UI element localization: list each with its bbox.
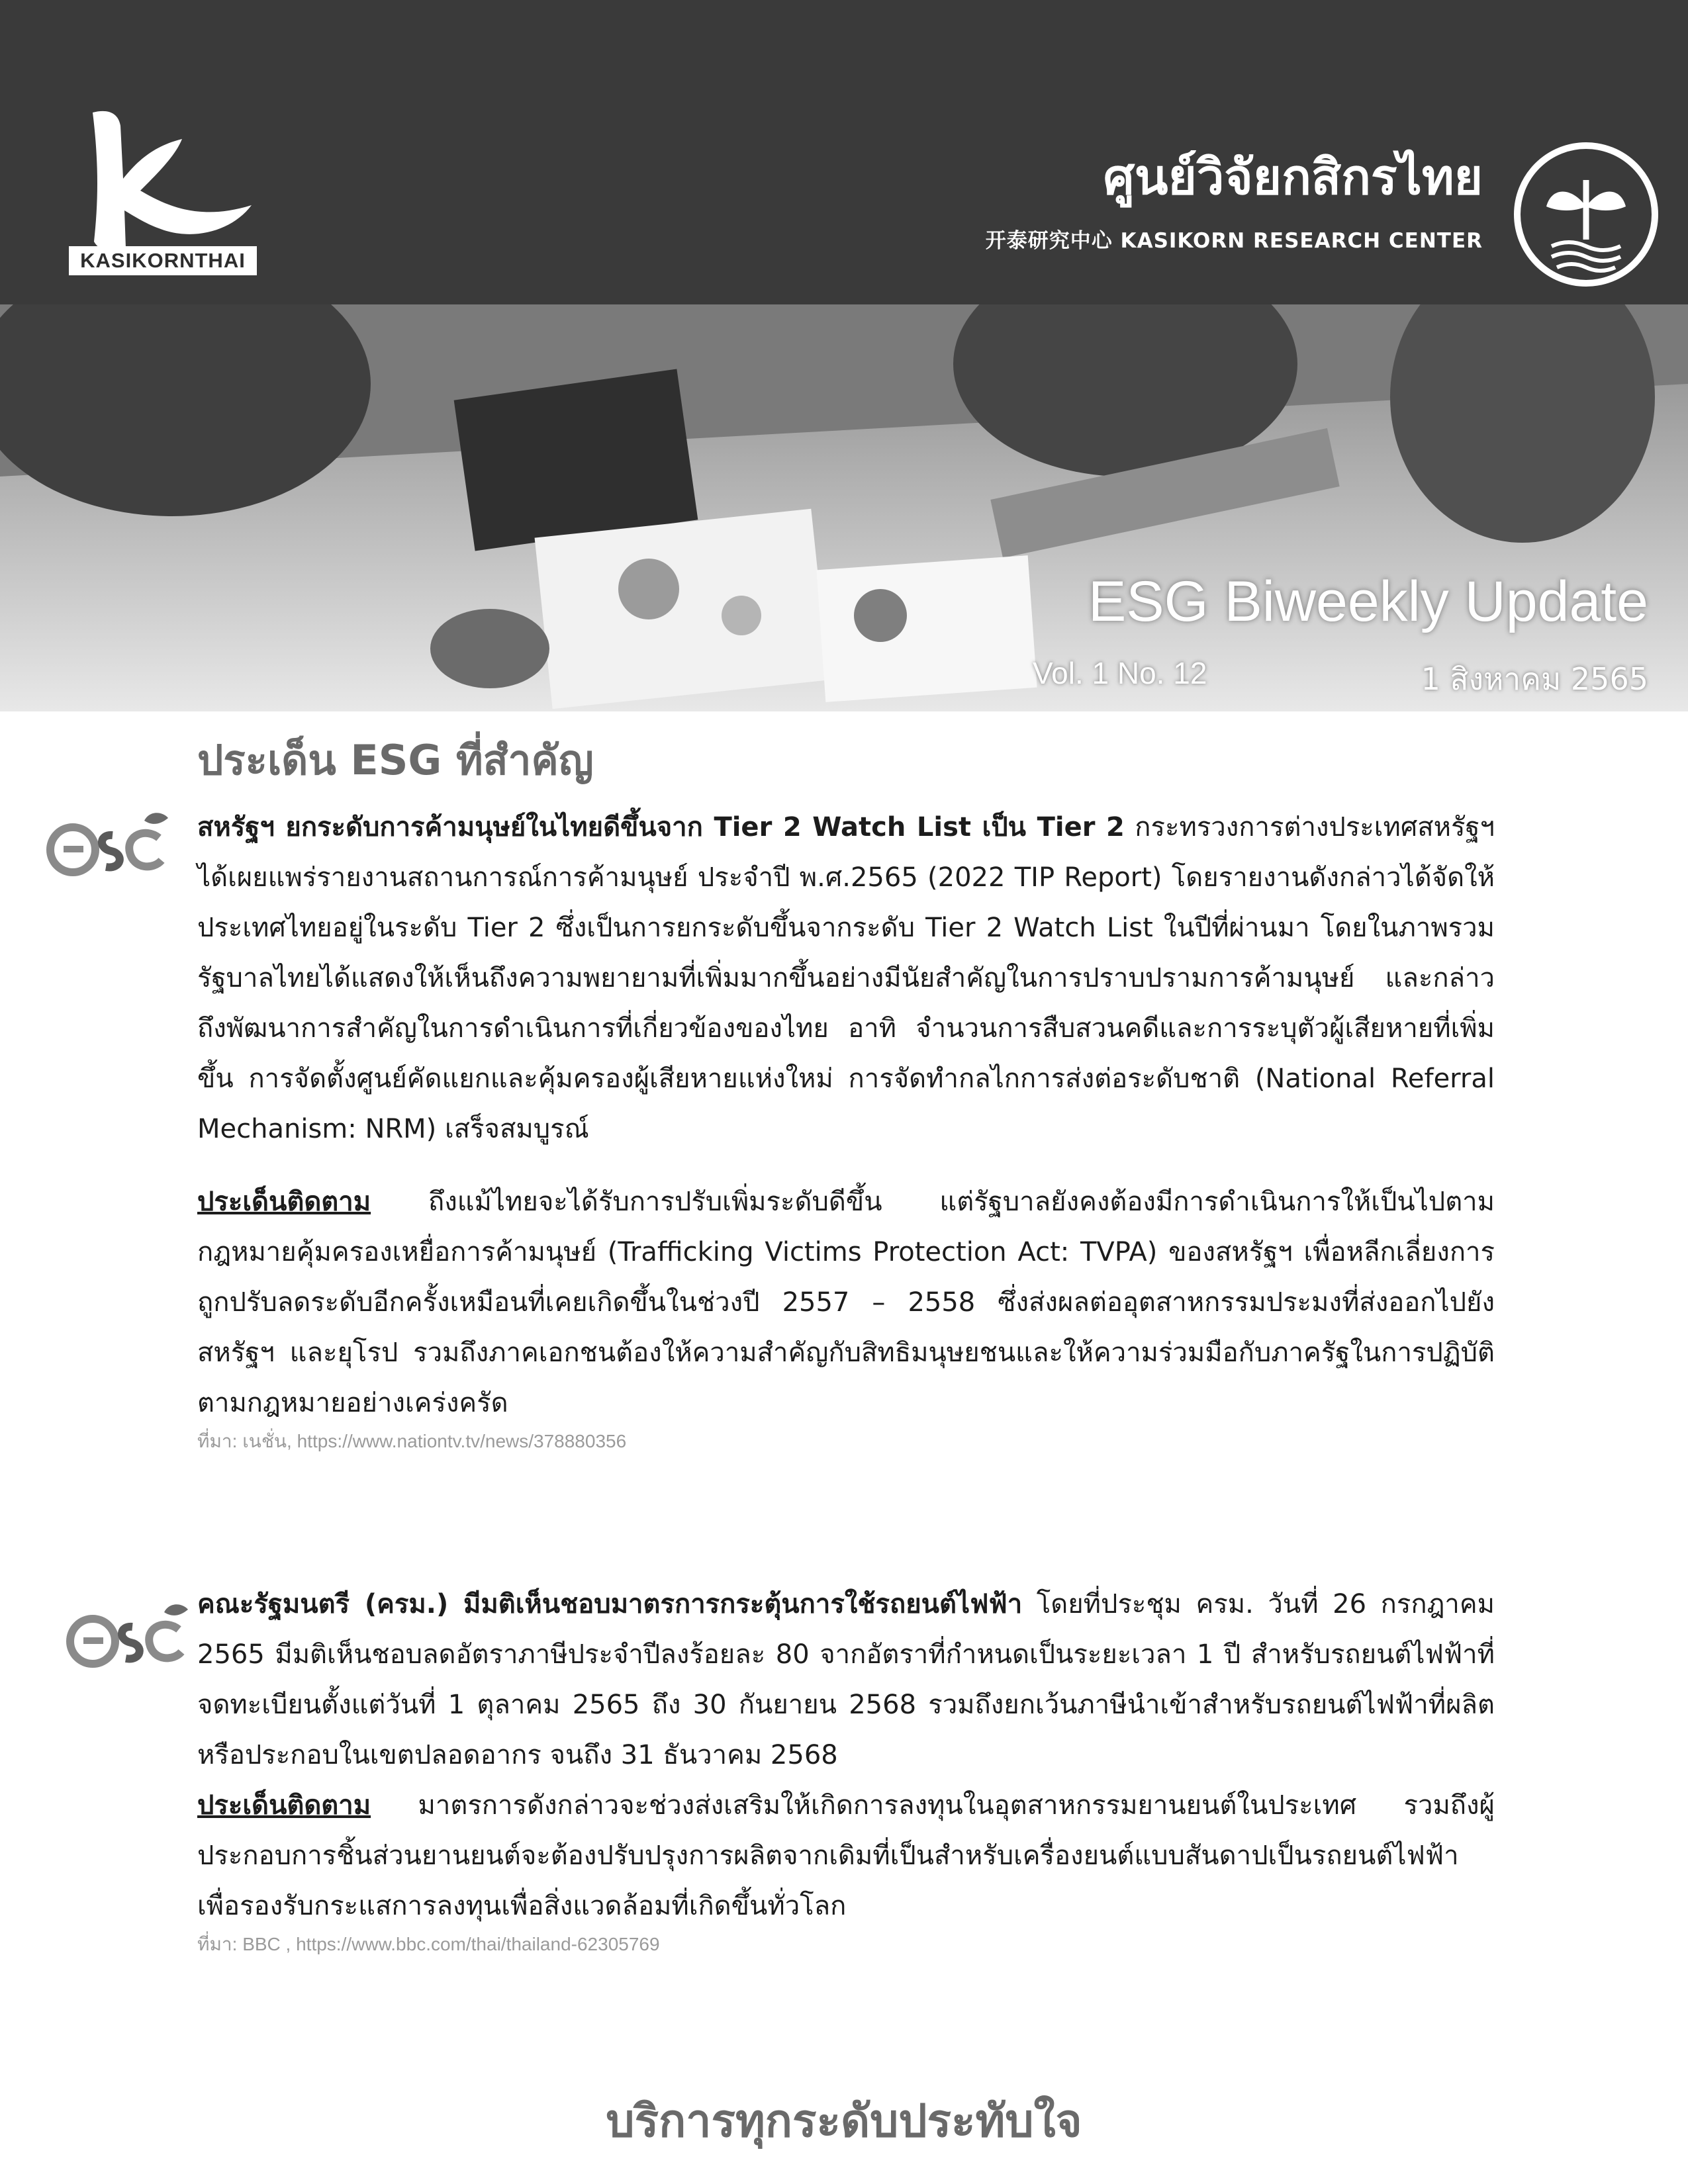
- kbank-emblem-icon: [1512, 140, 1660, 289]
- article-body: โดยที่ประชุม ครม. วันที่ 26 กรกฎาคม 2565 มีมติเห็นชอบลดอัตราภาษีประจำปีลงร้อยละ 80 จากอัตราที่กำหนดเป็นระยะเวลา 1 ปี สำหรับรถยนต์ไฟฟ้าที่จดทะเบียนตั้งแต่วันที่ 1 ตุลาคม 2565 ถึง 30 กันยายน 2568 รวมถึงยกเว้นภาษีนำเข้าสำหรับรถยนต์ไฟฟ้าที่ผลิตหรือประกอบในเขตปลอดอากร จนถึง 31 ธันวาคม 2568: [197, 1589, 1495, 1770]
- article-paragraph: [197, 802, 1495, 1154]
- article-body: กระทรวงการต่างประเทศสหรัฐฯ ได้เผยแพร่รายงานสถานการณ์การค้ามนุษย์ ประจำปี พ.ศ.2565 (2022 TIP Report) โดยรายงานดังกล่าวได้จัดให้ประเทศไทยอยู่ในระดับ Tier 2 ซึ่งเป็นการยกระดับขึ้นจากระดับ Tier 2 Watch List ในปีที่ผ่านมา โดยในภาพรวมรัฐบาลไทยได้แสดงให้เห็นถึงความพยายามที่เพิ่มมากขึ้นอย่างมีนัยสำคัญในการปราบปรามการค้ามนุษย์ และกล่าวถึงพัฒนาการสำคัญในการดำเนินการที่เกี่ยวข้องของไทย อาทิ จำนวนการสืบสวนคดีและการระบุตัวผู้เสียหายที่เพิ่มขึ้น การจัดตั้งศูนย์คัดแยกและคุ้มครองผู้เสียหายแห่งใหม่ การจัดทำกลไกการส่งต่อระดับชาติ (National Referral Mechanism: NRM) เสร็จสมบูรณ์: [197, 812, 1495, 1144]
- hero-image: [0, 304, 1688, 711]
- volume-number: Vol. 1 No. 12: [1033, 656, 1207, 690]
- paragraph-spacer: [197, 1154, 1495, 1177]
- footer-slogan: บริการทุกระดับประทับใจ: [606, 2095, 1082, 2148]
- follow-text: ถึงแม้ไทยจะได้รับการปรับเพิ่มระดับดีขึ้น แต่รัฐบาลยังคงต้องมีการดำเนินการให้เป็นไปตามกฎหมายคุ้มครองเหยื่อการค้ามนุษย์ (Trafficking Victims Protection Act: TVPA) ของสหรัฐฯ เพื่อหลีกเลี่ยงการถูกปรับลดระดับอีกครั้งเหมือนที่เคยเกิดขึ้นในช่วงปี 2557 – 2558 ซึ่งส่งผลต่ออุตสาหกรรมประมงที่ส่งออกไปยังสหรัฐฯ และยุโรป รวมถึงภาคเอกชนต้องให้ความสำคัญกับสิทธิมนุษยชนและให้ความร่วมมือกับภาครัฐในการปฏิบัติตามกฎหมายอย่างเคร่งครัด: [197, 1187, 1495, 1418]
- source-citation: ที่มา: เนชั่น, https://www.nationtv.tv/news/378880356: [197, 1431, 627, 1451]
- section-heading: ประเด็น ESG ที่สำคัญ: [197, 736, 594, 784]
- research-center-title: ศูนย์วิจัยกสิกรไทย: [1103, 149, 1483, 206]
- follow-label: ประเด็นติดตาม: [197, 1187, 371, 1217]
- header-band: [0, 0, 1688, 304]
- issue-date: 1 สิงหาคม 2565: [1421, 661, 1648, 697]
- follow-label: ประเด็นติดตาม: [197, 1790, 371, 1821]
- follow-paragraph: [197, 1780, 1495, 1931]
- article-paragraph: [197, 1579, 1495, 1780]
- publication-title: ESG Biweekly Update: [1088, 570, 1648, 633]
- article-headline: สหรัฐฯ ยกระดับการค้ามนุษย์ในไทยดีขึ้นจาก Tier 2 Watch List เป็น Tier 2: [197, 812, 1125, 842]
- article-headline: คณะรัฐมนตรี (ครม.) มีมติเห็นชอบมาตรการกระตุ้นการใช้รถยนต์ไฟฟ้า: [197, 1589, 1023, 1619]
- brand-logo-label: KASIKORNTHAI: [69, 246, 257, 275]
- follow-text: มาตรการดังกล่าวจะช่วงส่งเสริมให้เกิดการลงทุนในอุตสาหกรรมยานยนต์ในประเทศ รวมถึงผู้ประกอบการชิ้นส่วนยานยนต์จะต้องปรับปรุงการผลิตจากเดิมที่เป็นสำหรับเครื่องยนต์แบบสันดาปเป็นรถยนต์ไฟฟ้าเพื่อรองรับกระแสการลงทุนเพื่อสิ่งแวดล้อมที่เกิดขึ้นทั่วโลก: [197, 1790, 1495, 1921]
- research-center-subtitle: 开泰研究中心 KASIKORN RESEARCH CENTER: [985, 229, 1483, 253]
- follow-paragraph: [197, 1177, 1495, 1428]
- source-citation: ที่มา: BBC , https://www.bbc.com/thai/thailand-62305769: [197, 1934, 660, 1954]
- esg-logo-icon: [66, 1600, 192, 1673]
- esg-logo-icon: [46, 809, 172, 882]
- article-trafficking: [197, 802, 1495, 1455]
- article-ev-measures: [197, 1579, 1495, 1958]
